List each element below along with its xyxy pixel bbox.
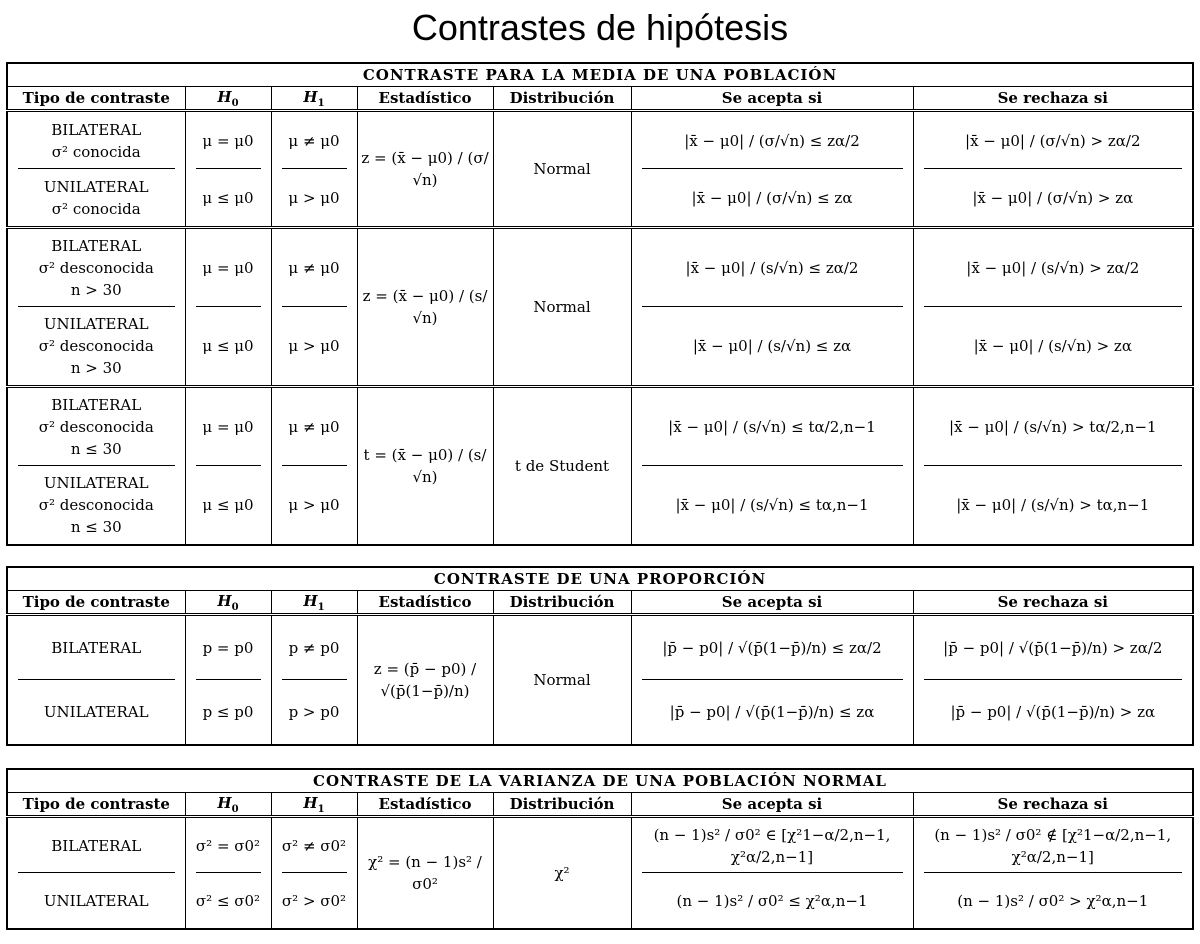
distribution-cell [493, 615, 631, 746]
statistic-cell-value: z = (x̄ − μ0) / (s/√n) [362, 287, 488, 327]
distribution-cell-value: Normal [533, 160, 591, 178]
page-title: Contrastes de hipótesis [411, 7, 789, 48]
table-caption: CONTRASTE DE LA VARIANZA DE UNA POBLACIÓN NORMAL [7, 769, 1193, 793]
col-header-reject: Se rechaza si [913, 591, 1193, 615]
proportion-test-table [6, 566, 1194, 746]
reject-cell [913, 228, 1193, 387]
reject-cell-bilateral: |p̄ − p0| / √(p̄(1−p̄)/n) > zα/2 [914, 616, 1193, 680]
table-caption: CONTRASTE PARA LA MEDIA DE UNA POBLACIÓN [7, 63, 1193, 87]
reject-cell [913, 111, 1193, 228]
h1-cell-unilateral: σ² > σ0² [281, 891, 347, 910]
col-header-type: Tipo de contraste [7, 591, 185, 615]
col-header-h1: $H_1$ [271, 591, 357, 615]
col-header-statistic: Estadístico [357, 591, 493, 615]
h1-cell [271, 228, 357, 387]
col-header-distribution: Distribución [493, 793, 631, 817]
h1-cell-bilateral: σ² ≠ σ0² [272, 818, 357, 873]
h1-cell-bilateral: μ ≠ μ0 [272, 112, 357, 169]
reject-cell-unilateral: |x̄ − μ0| / (s/√n) > zα [973, 337, 1132, 355]
accept-cell-bilateral: |p̄ − p0| / √(p̄(1−p̄)/n) ≤ zα/2 [632, 616, 913, 680]
h0-cell-unilateral: μ ≤ μ0 [202, 496, 254, 514]
statistic-cell-value: χ² = (n − 1)s² / σ0² [368, 853, 482, 893]
h1-cell-unilateral: p > p0 [288, 703, 340, 721]
col-header-h1: $H_1$ [271, 793, 357, 817]
type-cell-unilateral: UNILATERAL [43, 891, 149, 910]
table-row [7, 615, 1193, 746]
statistic-cell [357, 615, 493, 746]
statistic-cell [357, 111, 493, 228]
table-caption: CONTRASTE DE UNA PROPORCIÓN [7, 567, 1193, 591]
col-header-h0: $H_0$ [185, 87, 271, 111]
accept-cell [631, 111, 913, 228]
col-header-h0: $H_0$ [185, 793, 271, 817]
statistic-cell [357, 817, 493, 930]
col-header-reject: Se rechaza si [913, 87, 1193, 111]
distribution-cell-value: Normal [533, 671, 591, 689]
h0-cell-bilateral: p = p0 [186, 616, 271, 680]
reject-cell-bilateral: |x̄ − μ0| / (σ/√n) > zα/2 [914, 112, 1193, 169]
variance-test-table [6, 768, 1194, 930]
table-row [7, 111, 1193, 228]
col-header-h1: $H_1$ [271, 87, 357, 111]
h0-cell-unilateral: μ ≤ μ0 [202, 188, 254, 207]
type-cell [7, 817, 185, 930]
h0-cell [185, 387, 271, 546]
accept-cell-bilateral: |x̄ − μ0| / (s/√n) ≤ tα/2,n−1 [632, 388, 913, 466]
col-header-accept: Se acepta si [631, 591, 913, 615]
accept-cell-unilateral: |x̄ − μ0| / (s/√n) ≤ zα [692, 337, 852, 355]
type-cell-bilateral: BILATERAL σ² desconocida n > 30 [8, 229, 185, 307]
distribution-cell [493, 817, 631, 930]
h0-cell-unilateral: p ≤ p0 [202, 703, 254, 721]
h1-cell [271, 111, 357, 228]
reject-cell [913, 817, 1193, 930]
h0-cell [185, 817, 271, 930]
col-header-h0: $H_0$ [185, 591, 271, 615]
accept-cell-bilateral: |x̄ − μ0| / (σ/√n) ≤ zα/2 [632, 112, 913, 169]
h0-cell-unilateral: μ ≤ μ0 [202, 337, 254, 355]
reject-cell-unilateral: |x̄ − μ0| / (σ/√n) > zα [972, 188, 1134, 207]
accept-cell-unilateral: |x̄ − μ0| / (s/√n) ≤ tα,n−1 [675, 496, 869, 514]
reject-cell-unilateral: |x̄ − μ0| / (s/√n) > tα,n−1 [956, 496, 1150, 514]
h1-cell [271, 615, 357, 746]
statistic-cell-value: t = (x̄ − μ0) / (s/√n) [363, 446, 487, 486]
col-header-accept: Se acepta si [631, 793, 913, 817]
h0-cell [185, 615, 271, 746]
accept-cell [631, 228, 913, 387]
h0-cell [185, 228, 271, 387]
reject-cell [913, 387, 1193, 546]
distribution-cell [493, 228, 631, 387]
distribution-cell [493, 387, 631, 546]
type-cell [7, 111, 185, 228]
h1-cell-unilateral: μ > μ0 [288, 496, 340, 514]
type-cell-unilateral: UNILATERAL [43, 703, 149, 721]
h1-cell-bilateral: μ ≠ μ0 [272, 388, 357, 466]
accept-cell-unilateral: |p̄ − p0| / √(p̄(1−p̄)/n) ≤ zα [669, 703, 875, 721]
h0-cell-bilateral: μ = μ0 [186, 229, 271, 307]
accept-cell-unilateral: (n − 1)s² / σ0² ≤ χ²α,n−1 [676, 891, 868, 910]
h1-cell-unilateral: μ > μ0 [288, 337, 340, 355]
reject-cell-bilateral: |x̄ − μ0| / (s/√n) > zα/2 [914, 229, 1193, 307]
distribution-cell-value: Normal [533, 298, 591, 316]
statistic-cell-value: z = (p̄ − p0) / √(p̄(1−p̄)/n) [373, 660, 477, 700]
col-header-statistic: Estadístico [357, 793, 493, 817]
h1-cell [271, 817, 357, 930]
accept-cell [631, 615, 913, 746]
type-cell [7, 228, 185, 387]
reject-cell [913, 615, 1193, 746]
col-header-statistic: Estadístico [357, 87, 493, 111]
type-cell [7, 615, 185, 746]
h0-cell-unilateral: σ² ≤ σ0² [195, 891, 261, 910]
type-cell-bilateral: BILATERAL σ² desconocida n ≤ 30 [8, 388, 185, 466]
type-cell-unilateral: UNILATERAL σ² desconocida n ≤ 30 [38, 474, 154, 536]
distribution-cell-value: t de Student [514, 457, 610, 475]
table-row [7, 228, 1193, 387]
reject-cell-unilateral: (n − 1)s² / σ0² > χ²α,n−1 [957, 891, 1149, 910]
type-cell [7, 387, 185, 546]
distribution-cell [493, 111, 631, 228]
statistic-cell [357, 387, 493, 546]
h1-cell-bilateral: μ ≠ μ0 [272, 229, 357, 307]
accept-cell-unilateral: |x̄ − μ0| / (σ/√n) ≤ zα [691, 188, 853, 207]
statistic-cell-value: z = (x̄ − μ0) / (σ/√n) [361, 149, 489, 189]
type-cell-unilateral: UNILATERAL σ² conocida [43, 177, 149, 218]
h1-cell-bilateral: p ≠ p0 [272, 616, 357, 680]
col-header-accept: Se acepta si [631, 87, 913, 111]
type-cell-bilateral: BILATERAL σ² conocida [8, 112, 185, 169]
h0-cell-bilateral: μ = μ0 [186, 112, 271, 169]
table-row [7, 387, 1193, 546]
col-header-distribution: Distribución [493, 591, 631, 615]
type-cell-unilateral: UNILATERAL σ² desconocida n > 30 [38, 315, 154, 377]
accept-cell-bilateral: (n − 1)s² / σ0² ∈ [χ²1−α/2,n−1, χ²α/2,n−1] [632, 818, 913, 873]
h1-cell [271, 387, 357, 546]
mean-test-table [6, 62, 1194, 546]
accept-cell-bilateral: |x̄ − μ0| / (s/√n) ≤ zα/2 [632, 229, 913, 307]
accept-cell [631, 817, 913, 930]
reject-cell-unilateral: |p̄ − p0| / √(p̄(1−p̄)/n) > zα [950, 703, 1156, 721]
h0-cell-bilateral: σ² = σ0² [186, 818, 271, 873]
distribution-cell-value: χ² [554, 864, 570, 882]
col-header-type: Tipo de contraste [7, 793, 185, 817]
reject-cell-bilateral: |x̄ − μ0| / (s/√n) > tα/2,n−1 [914, 388, 1193, 466]
reject-cell-bilateral: (n − 1)s² / σ0² ∉ [χ²1−α/2,n−1, χ²α/2,n−1] [914, 818, 1193, 873]
col-header-reject: Se rechaza si [913, 793, 1193, 817]
type-cell-bilateral: BILATERAL [8, 616, 185, 680]
h1-cell-unilateral: μ > μ0 [288, 188, 340, 207]
statistic-cell [357, 228, 493, 387]
col-header-type: Tipo de contraste [7, 87, 185, 111]
h0-cell [185, 111, 271, 228]
col-header-distribution: Distribución [493, 87, 631, 111]
h0-cell-bilateral: μ = μ0 [186, 388, 271, 466]
type-cell-bilateral: BILATERAL [8, 818, 185, 873]
table-row [7, 817, 1193, 930]
accept-cell [631, 387, 913, 546]
